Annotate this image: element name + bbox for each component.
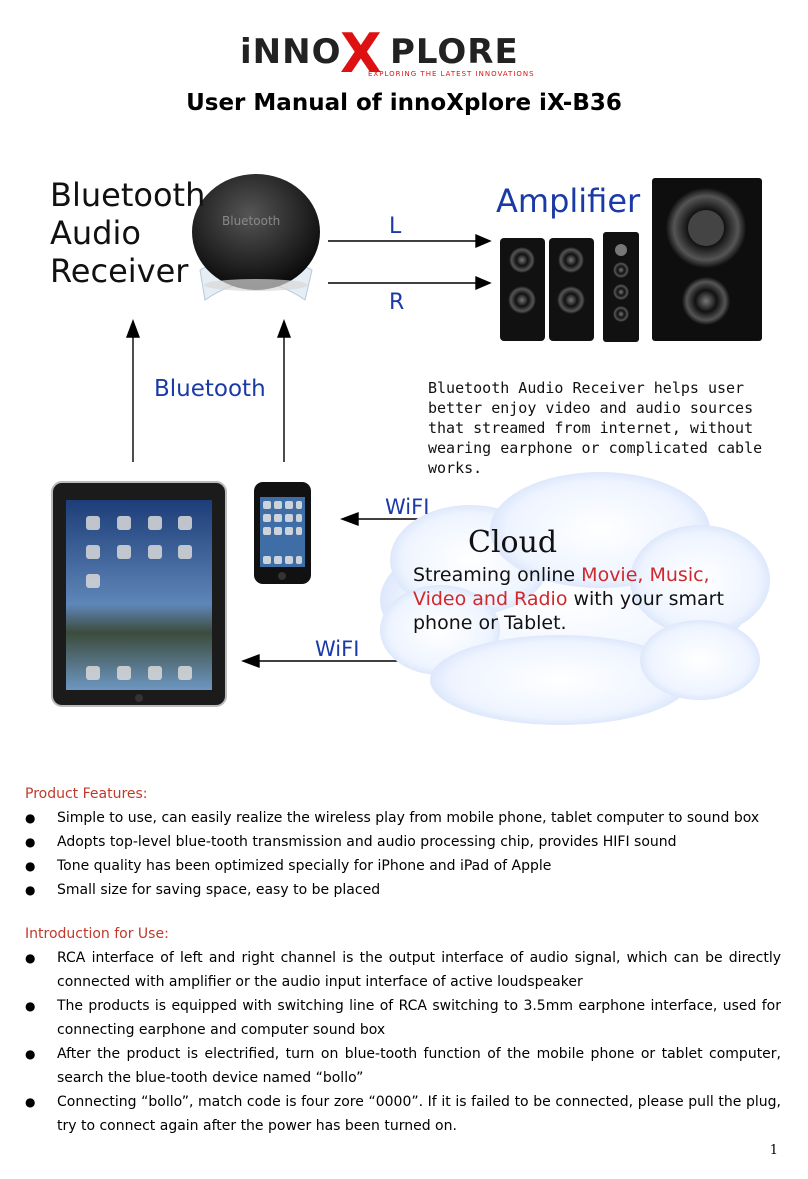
instruction-item: ● RCA interface of left and right channel is the output interface of audio signal, which can be directly connected with amplifier or the audio input interface of active loudspeaker: [25, 946, 781, 994]
right-channel-label: R: [389, 290, 405, 315]
logo-text-left: iNNO: [240, 32, 342, 72]
feature-item: ● Simple to use, can easily realize the wireless play from mobile phone, tablet computer to sound box: [25, 806, 781, 830]
page-title: User Manual of innoXplore iX-B36: [186, 90, 622, 116]
receiver-description: Bluetooth Audio Receiver helps user better enjoy video and audio sources that streamed from internet, without wearing earphone or complicated cable works.: [428, 379, 763, 477]
cloud-title: Cloud: [468, 525, 558, 560]
page-number: 1: [769, 1143, 778, 1158]
receiver-label-line: Audio: [50, 214, 141, 252]
introduction-section: [25, 922, 781, 1138]
features-heading: Product Features:: [25, 786, 148, 802]
product-features-section: [25, 782, 781, 902]
receiver-label-line: Bluetooth: [50, 176, 206, 214]
cloud-text-highlight: Movie, Music, Video and Radio: [413, 564, 710, 610]
instruction-item: ● The products is equipped with switching line of RCA switching to 3.5mm earphone interface, used for connecting earphone and computer sound box: [25, 994, 781, 1042]
receiver-label: [50, 176, 205, 290]
smartphone-image: [254, 482, 311, 584]
logo-text-right: PLORE: [390, 32, 519, 72]
left-channel-label: L: [389, 214, 402, 239]
tablet-image: [52, 482, 226, 706]
logo-x-mark: X: [340, 22, 382, 85]
introduction-heading: Introduction for Use:: [25, 926, 169, 942]
logo-tagline: EXPLORING THE LATEST INNOVATIONS: [368, 70, 535, 78]
cloud-text-part: with your smart phone or Tablet.: [413, 588, 724, 634]
feature-item: ● Adopts top-level blue-tooth transmission and audio processing chip, provides HIFI sound: [25, 830, 781, 854]
bluetooth-receiver-image: [192, 174, 320, 300]
instruction-item: ● After the product is electrified, turn on blue-tooth function of the mobile phone or tablet computer, search the blue-tooth device named “bollo”: [25, 1042, 781, 1090]
feature-item: ● Small size for saving space, easy to be placed: [25, 878, 781, 902]
device-brand-text: Bluetooth: [222, 214, 281, 228]
wifi-label-phone: WiFI: [385, 495, 430, 519]
bluetooth-link-label: Bluetooth: [154, 376, 266, 402]
amplifier-label: Amplifier: [496, 182, 641, 220]
instruction-item: ● Connecting “bollo”, match code is four zore “0000”. If it is failed to be connected, please pull the plug, try to connect again after the power has been turned on.: [25, 1090, 781, 1138]
receiver-label-line: Receiver: [50, 252, 189, 290]
feature-item: ● Tone quality has been optimized specially for iPhone and iPad of Apple: [25, 854, 781, 878]
cloud-description: [413, 563, 743, 635]
cloud-text-part: Streaming online: [413, 564, 582, 586]
wifi-label-tablet: WiFI: [315, 637, 360, 661]
